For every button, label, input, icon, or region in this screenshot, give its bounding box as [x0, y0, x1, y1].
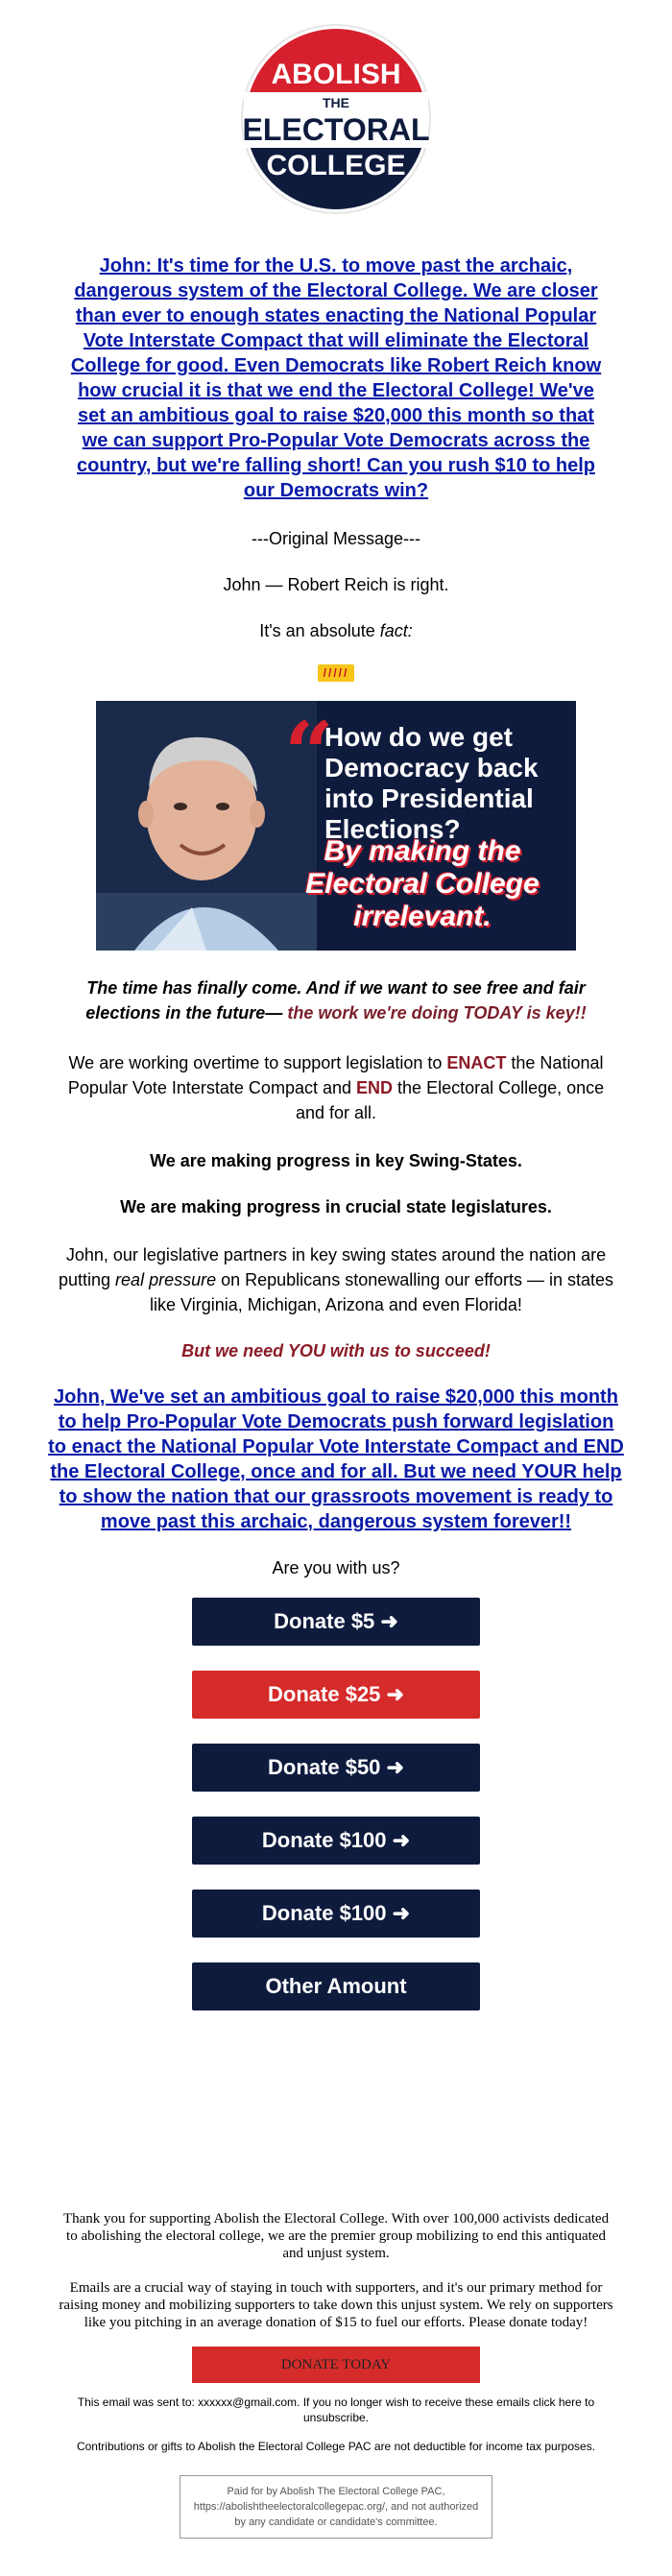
footer: [0, 2210, 672, 2539]
need-you-line: But we need YOU with us to succeed!: [181, 1341, 491, 1360]
stripe-badge: /////: [318, 664, 355, 682]
donate-5-button[interactable]: Donate $5 ➜: [192, 1598, 480, 1646]
work-overtime-paragraph: [58, 1050, 614, 1125]
banner-answer: By making the Electoral College irrelevant.: [305, 835, 540, 932]
original-message-divider: ---Original Message---: [251, 529, 421, 548]
logo-text-electoral: ELECTORAL: [242, 112, 430, 147]
footer-emails-note: Emails are a crucial way of staying in touch with supporters, and it's our primary method for raising money and mobilizing supporters to take down this unjust system. We rely on supporters like you pitching in an average donation of $15 to fuel our efforts. Please donate today!: [59, 2280, 613, 2330]
swing-states-paragraph: [58, 1242, 614, 1317]
reich-quote-banner[interactable]: [96, 701, 576, 951]
footer-thanks: Thank you for supporting Abolish the Electoral College. With over 100,000 activists dedicated to abolishing the electoral college, we are the premier group mobilizing to end this antiquated and unjust system.: [62, 2211, 610, 2261]
email-body: [29, 23, 643, 2010]
logo-text-the: THE: [323, 95, 349, 110]
john-reich-line: John — Robert Reich is right.: [223, 575, 449, 594]
are-you-with-us: Are you with us?: [272, 1558, 400, 1577]
swing-text-2: on Republicans stonewalling our efforts — in states like Virginia, Michigan, Arizona and even Florida!: [150, 1270, 614, 1314]
swing-italic: real pressure: [115, 1270, 217, 1289]
goal-link[interactable]: John, We've set an ambitious goal to raise $20,000 this month to help Pro-Popular Vote Democrats push forward legislation to enact the National Popular Vote Interstate Compact and END the Electoral College, once and for all. But we need YOUR help to show the nation that our grassroots movement is ready to move past this archaic, dangerous system forever!!: [48, 1386, 624, 1532]
swing-text-1: John, our legislative partners in key swing states around the nation are putting: [58, 1245, 607, 1289]
banner-question: How do we get Democracy back into Presidential Elections?: [324, 722, 539, 844]
logo-text-abolish: ABOLISH: [271, 59, 401, 90]
fact-prefix: It's an absolute: [259, 621, 375, 640]
logo-badge: [240, 23, 432, 215]
enact-word: ENACT: [446, 1053, 507, 1072]
donate-50-button[interactable]: Donate $50 ➜: [192, 1744, 480, 1792]
intro-link-paragraph: [67, 253, 605, 503]
progress-swing-states: We are making progress in key Swing-States.: [150, 1151, 522, 1170]
abolish-electoral-college-logo[interactable]: [240, 23, 432, 215]
logo-text-college: COLLEGE: [266, 150, 406, 181]
intro-link[interactable]: John: It's time for the U.S. to move past the archaic, dangerous system of the Electoral College. We are closer than ever to enough states enacting the National Popular Vote Interstate Compact that will eliminate the Electoral College for good. Even Democrats like Robert Reich know how crucial it is that we end the Electoral College! We've set an ambitious goal to raise $20,000 this month so that we can support Pro-Popular Vote Democrats across the country, but we're falling short! Can you rush $10 to help our Democrats win?: [70, 255, 602, 501]
work-text-2: the National Popular Vote Interstate Compact and: [67, 1053, 604, 1097]
progress-legislatures: We are making progress in crucial state legislatures.: [120, 1197, 552, 1216]
contributions-disclaimer: Contributions or gifts to Abolish the Electoral College PAC are not deductible for income tax purposes.: [76, 2440, 596, 2453]
end-word: END: [356, 1078, 394, 1097]
donate-100-button[interactable]: Donate $100 ➜: [192, 1817, 480, 1865]
fact-word: fact:: [379, 621, 413, 640]
work-text-3: the Electoral College, once and for all.: [295, 1078, 605, 1122]
work-text-1: We are working overtime to support legislation to: [68, 1053, 443, 1072]
fact-line: [29, 618, 643, 643]
donate-today-button[interactable]: DONATE TODAY: [192, 2347, 480, 2383]
quote-mark-icon: “: [284, 703, 334, 805]
other-amount-button[interactable]: Other Amount: [192, 1962, 480, 2010]
time-red-text: the work we're doing TODAY is key!!: [287, 1003, 587, 1023]
time-black-text: The time has finally come. And if we want to see free and fair elections in the future—: [85, 978, 586, 1023]
goal-link-paragraph: [48, 1384, 624, 1534]
donate-100-button-2[interactable]: Donate $100 ➜: [192, 1890, 480, 1938]
paid-for-box: Paid for by Abolish The Electoral College PAC, https://abolishtheelectoralcollegepac.org/, and not authorized by any candidate or candidate's committee.: [180, 2475, 492, 2539]
donate-25-button[interactable]: Donate $25 ➜: [192, 1671, 480, 1719]
time-has-come-paragraph: [58, 975, 614, 1025]
sent-to-unsubscribe[interactable]: This email was sent to: xxxxxx@gmail.com. If you no longer wish to receive these emails click here to unsubscribe.: [77, 2395, 595, 2424]
